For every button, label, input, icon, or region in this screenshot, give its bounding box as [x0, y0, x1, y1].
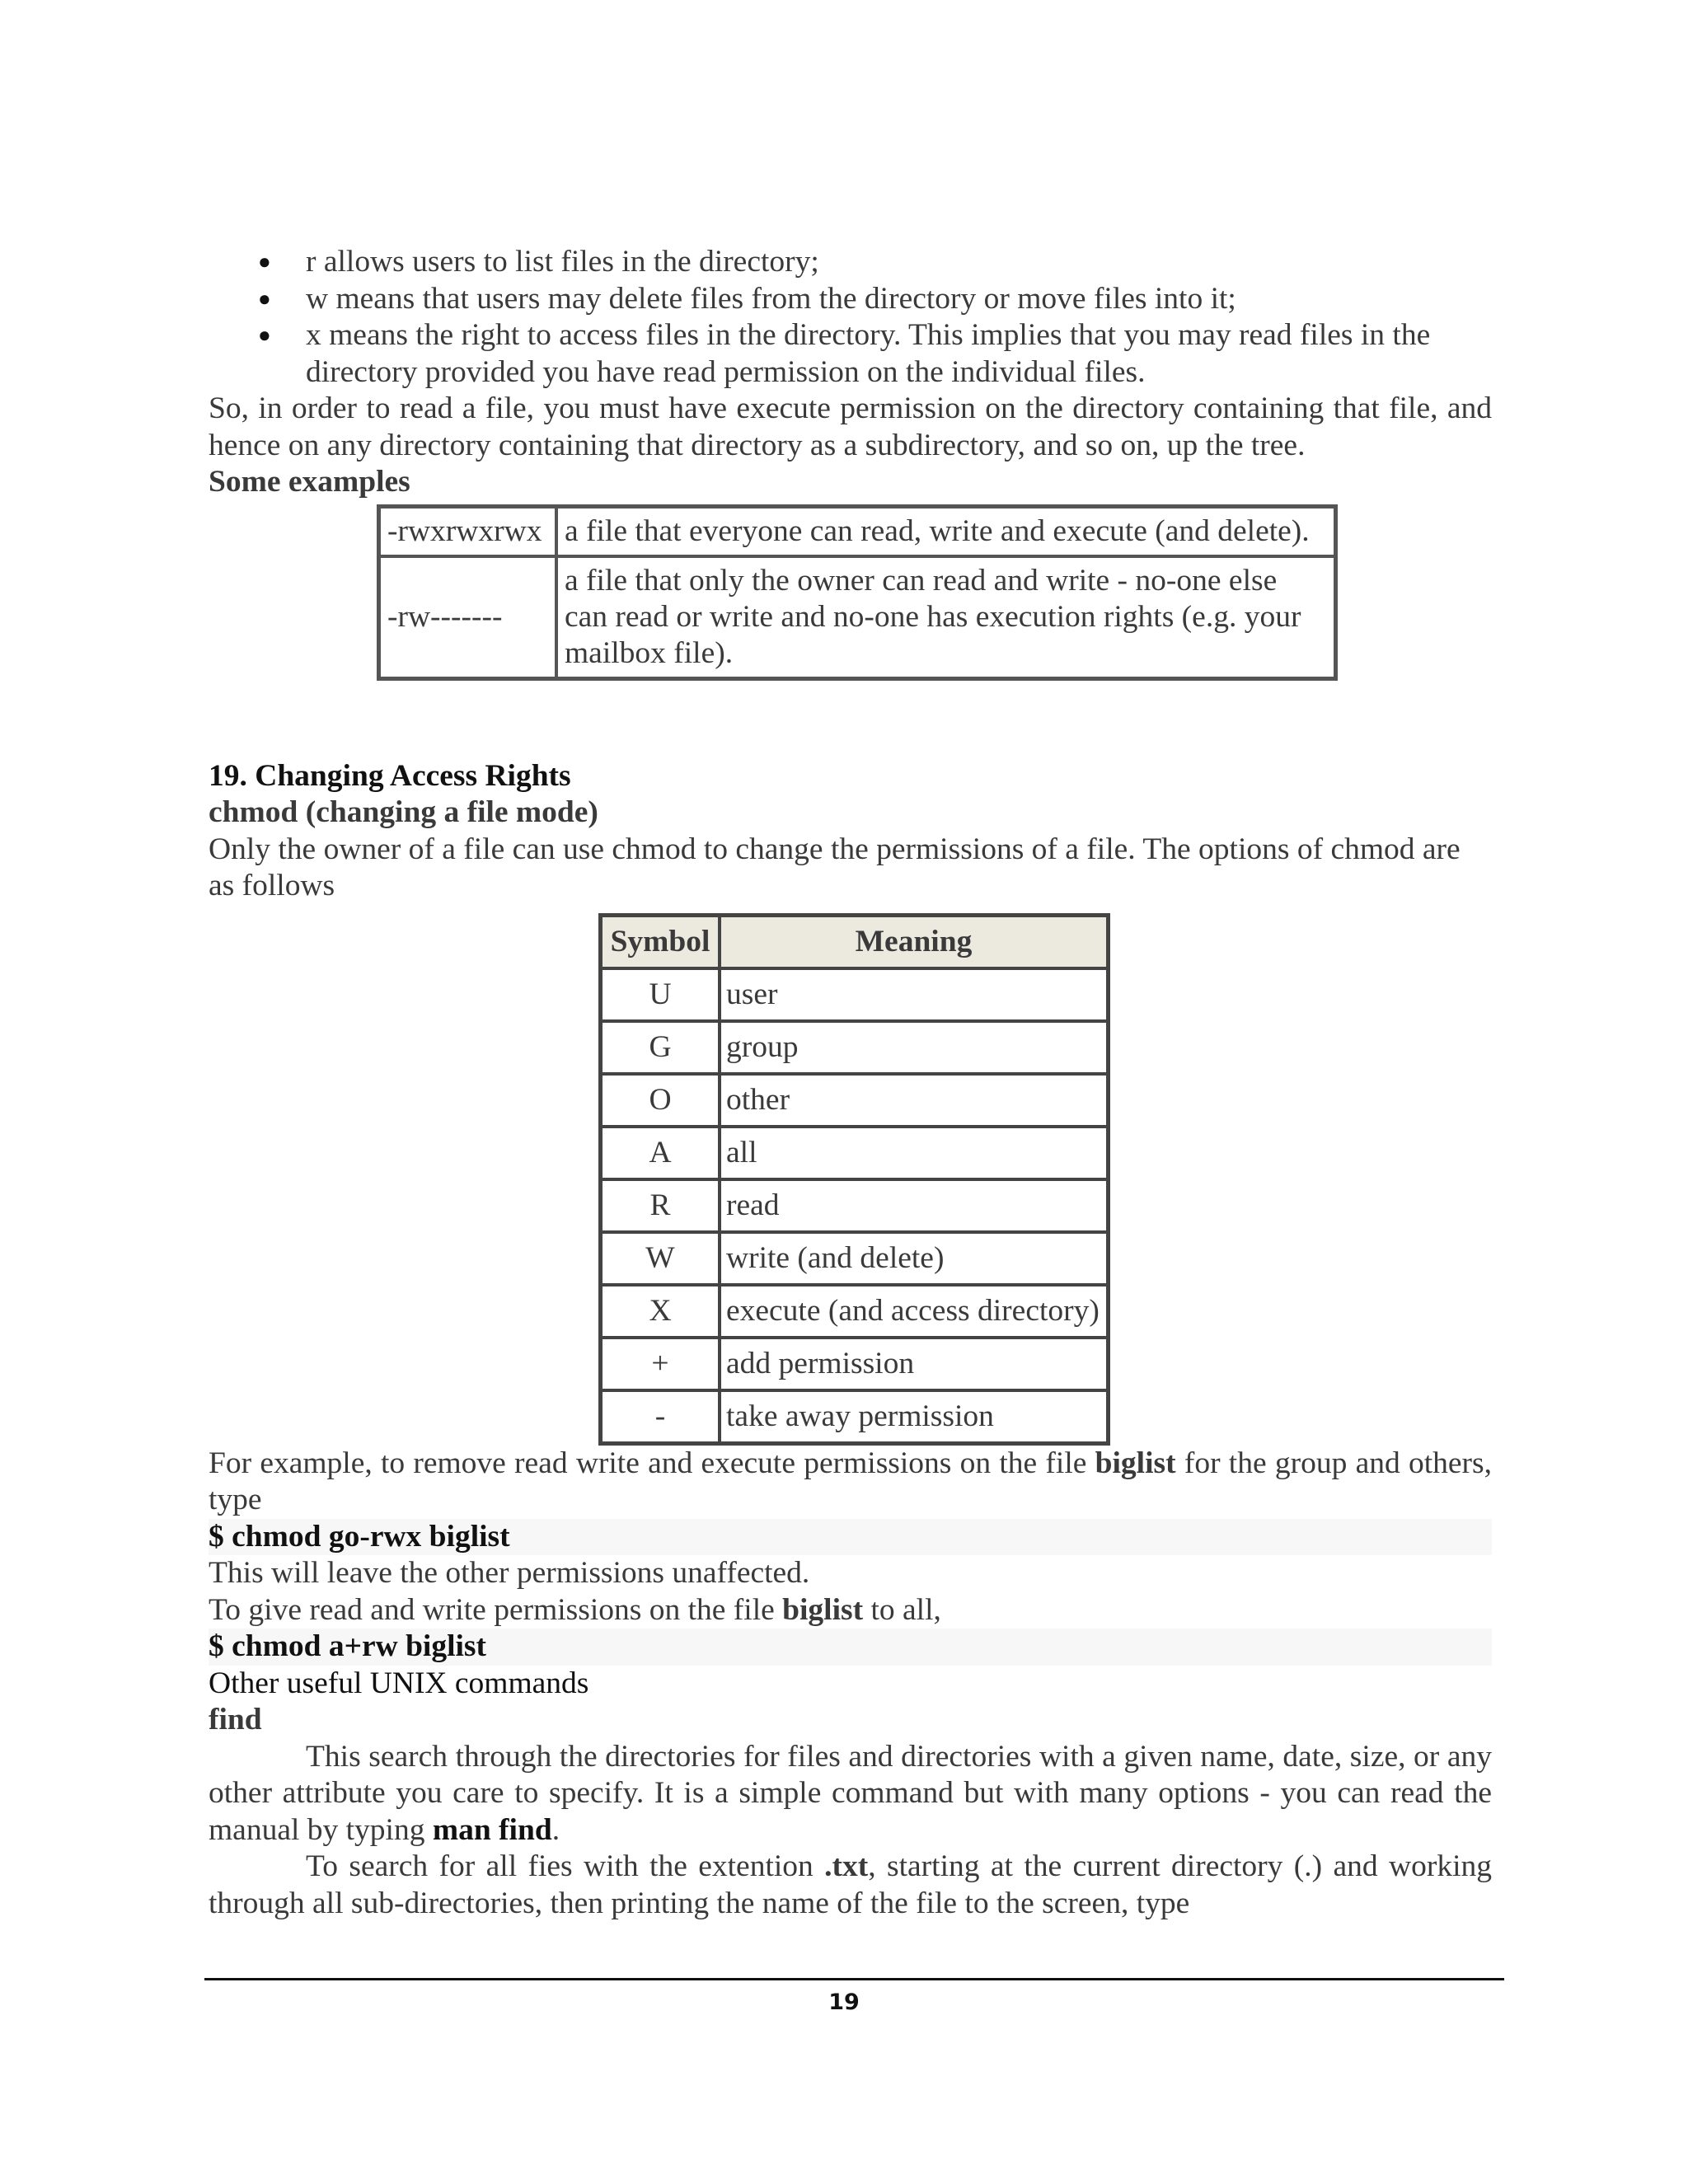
footer-divider: [204, 1978, 1504, 1980]
meaning-cell: take away permission: [720, 1390, 1108, 1443]
table-row: [601, 1285, 1108, 1338]
command-line: $ chmod go-rwx biglist: [209, 1519, 1492, 1556]
paragraph-text: , starting at the current directory (.) and working through all sub-directories, then printing the name of the file to the screen, type: [209, 1849, 1493, 1920]
example-text: to all,: [863, 1592, 941, 1627]
meaning-cell: read: [720, 1179, 1108, 1232]
file-extension: .txt: [824, 1849, 869, 1883]
intro-paragraph: So, in order to read a file, you must have execute permission on the directory containing that file, and hence on any directory containing that directory as a subdirectory, and so on, up the tree.: [209, 391, 1492, 462]
symbol-cell: O: [601, 1074, 720, 1127]
meaning-cell: write (and delete): [720, 1232, 1108, 1285]
table-row: [601, 1390, 1108, 1443]
symbol-cell: A: [601, 1127, 720, 1179]
chmod-heading: chmod (changing a file mode): [209, 795, 598, 829]
permission-bullet-list: [209, 244, 1492, 391]
example-remove-permissions: [209, 1446, 1492, 1519]
command-line: $ chmod a+rw biglist: [209, 1629, 1492, 1666]
table-row: [601, 1074, 1108, 1127]
file-name: biglist: [782, 1592, 864, 1627]
list-item: [209, 244, 1492, 281]
table-row: [601, 1232, 1108, 1285]
permission-description: a file that everyone can read, write and execute (and delete).: [556, 507, 1335, 556]
column-header-meaning: Meaning: [720, 916, 1108, 968]
inline-command: man find: [432, 1812, 552, 1847]
example-text: To give read and write permissions on the file: [209, 1592, 783, 1627]
symbol-table: [598, 913, 1110, 1446]
find-paragraph: [209, 1739, 1492, 1849]
permission-string: -rwxrwxrwx: [379, 507, 556, 556]
bullet-icon: ●: [258, 250, 271, 274]
chmod-intro: Only the owner of a file can use chmod to change the permissions of a file. The options of chmod are as follows: [209, 832, 1461, 902]
paragraph-text: .: [551, 1812, 560, 1847]
meaning-cell: execute (and access directory): [720, 1285, 1108, 1338]
symbol-cell: X: [601, 1285, 720, 1338]
example-text: for the group and others, type: [209, 1446, 1492, 1516]
symbol-cell: U: [601, 968, 720, 1021]
bullet-text: x means the right to access files in the directory. This implies that you may read files in the directory provided you have read permission on the individual files.: [306, 318, 1431, 389]
table-row: [601, 1127, 1108, 1179]
examples-table: [377, 504, 1338, 681]
table-row: [601, 1021, 1108, 1074]
meaning-cell: user: [720, 968, 1108, 1021]
paragraph-text: This search through the directories for files and directories with a given name, date, size, or any other attribute you care to specify. It is a simple command but with many options - you can read the manual by typing: [209, 1739, 1492, 1847]
meaning-cell: all: [720, 1127, 1108, 1179]
permission-description: a file that only the owner can read and write - no-one else can read or write and no-one has execution rights (e.g. your mailbox file).: [556, 556, 1335, 678]
symbol-cell: R: [601, 1179, 720, 1232]
page-content: [209, 244, 1492, 1922]
page-number: 19: [828, 1990, 860, 2015]
table-row: [601, 1179, 1108, 1232]
find-paragraph: [209, 1849, 1492, 1922]
table-row: [379, 556, 1335, 678]
table-row: [601, 968, 1108, 1021]
symbol-cell: +: [601, 1338, 720, 1390]
section-heading: 19. Changing Access Rights: [209, 758, 571, 793]
paragraph-text: To search for all fies with the extention: [306, 1849, 825, 1883]
symbol-cell: G: [601, 1021, 720, 1074]
table-row: [601, 1338, 1108, 1390]
symbol-cell: W: [601, 1232, 720, 1285]
example-give-permissions: [209, 1592, 1492, 1629]
meaning-cell: other: [720, 1074, 1108, 1127]
table-row: [379, 507, 1335, 556]
list-item: [209, 317, 1492, 391]
table-header-row: [601, 916, 1108, 968]
permission-string: -rw-------: [379, 556, 556, 678]
meaning-cell: group: [720, 1021, 1108, 1074]
meaning-cell: add permission: [720, 1338, 1108, 1390]
bullet-text: r allows users to list files in the directory;: [306, 245, 819, 279]
symbol-cell: -: [601, 1390, 720, 1443]
bullet-icon: ●: [258, 286, 271, 311]
file-name: biglist: [1095, 1446, 1176, 1480]
column-header-symbol: Symbol: [601, 916, 720, 968]
command-note: This will leave the other permissions unaffected.: [209, 1556, 810, 1590]
bullet-icon: ●: [258, 323, 271, 347]
example-text: For example, to remove read write and execute permissions on the file: [209, 1446, 1095, 1480]
examples-heading: Some examples: [209, 465, 410, 499]
find-heading: find: [209, 1703, 262, 1736]
list-item: [209, 281, 1492, 318]
bullet-text: w means that users may delete files from the directory or move files into it;: [306, 281, 1236, 316]
other-commands-heading: Other useful UNIX commands: [209, 1666, 589, 1700]
